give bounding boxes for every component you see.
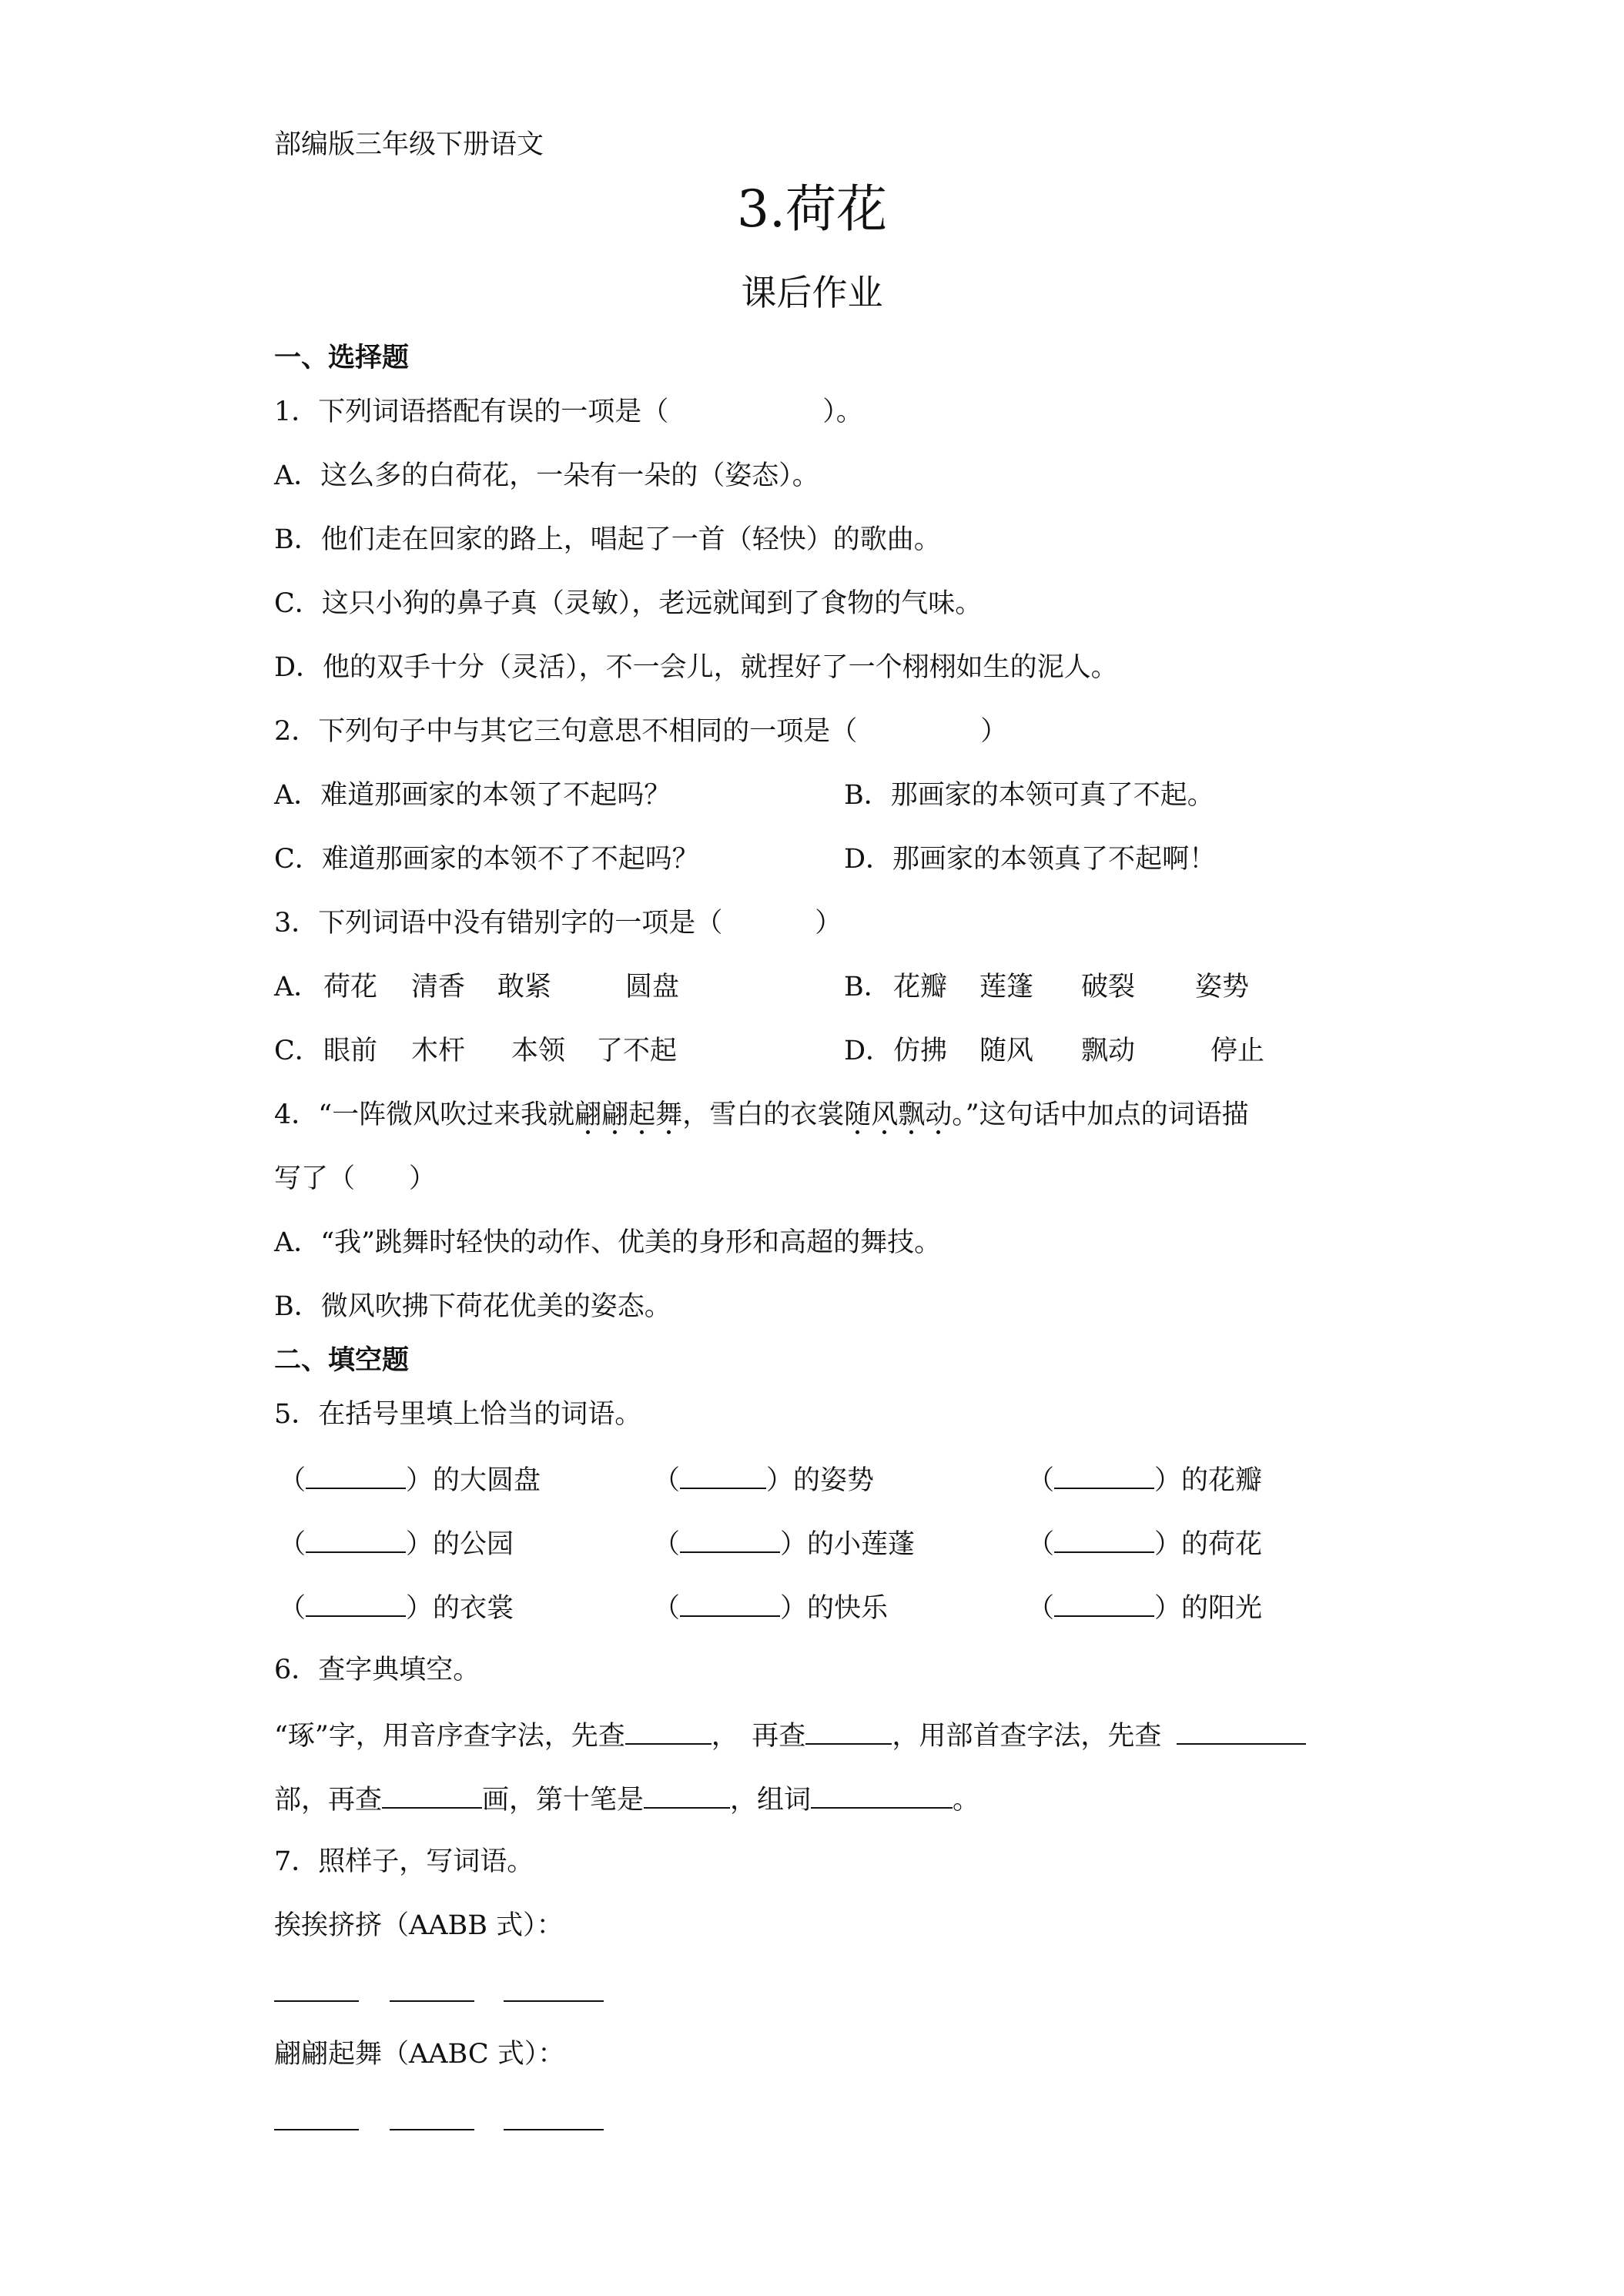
q6-blank-strokes[interactable] [382, 1781, 482, 1809]
q3-a-word: 圆盘 [625, 972, 680, 1002]
q7-aabb-answer-2[interactable] [390, 2000, 474, 2002]
q5-phrase: 的快乐 [807, 1593, 889, 1624]
q3-b-word: 花瓣 [893, 972, 948, 1002]
question-7-stem: 7．照样子，写词语。 [274, 1846, 534, 1877]
q2-option-a: A．难道那画家的本领了不起吗？ [274, 780, 671, 811]
q5-cell [653, 1525, 915, 1561]
q2-stem-end: ） [980, 716, 1008, 747]
q4-stem-c: 。”这句话中加点的词语描 [952, 1099, 1249, 1130]
q3-a-word: 清香 [411, 972, 466, 1002]
open-paren: （ [279, 1529, 306, 1560]
emphasis-dots [574, 1130, 682, 1136]
close-paren: ） [406, 1593, 434, 1624]
q3-option-a-label: A． [274, 972, 321, 1002]
q5-phrase: 的衣裳 [433, 1593, 514, 1624]
close-paren: ） [780, 1529, 808, 1560]
q5-blank[interactable] [680, 1589, 780, 1617]
q2-option-d: D．那画家的本领真了不起啊！ [844, 844, 1217, 875]
q5-cell [653, 1461, 874, 1498]
q6-line-1 [274, 1717, 1306, 1753]
q5-cell [279, 1461, 541, 1498]
q2-option-c: C．难道那画家的本领不了不起吗？ [274, 844, 699, 875]
q6-blank-initial[interactable] [625, 1717, 712, 1745]
open-paren: （ [279, 1465, 306, 1496]
q5-cell [279, 1589, 514, 1625]
q1-option-a: A．这么多的白荷花，一朵有一朵的（姿态）。 [274, 460, 819, 491]
q6-text: ，用部首查字法，先查 [892, 1721, 1162, 1752]
question-5-stem: 5．在括号里填上恰当的词语。 [274, 1399, 642, 1430]
q5-cell [1027, 1461, 1262, 1498]
page-title: 3.荷花 [737, 179, 887, 239]
q3-a-word: 荷花 [323, 972, 378, 1002]
open-paren: （ [653, 1593, 681, 1624]
q7-example-aabc: 翩翩起舞（AABC 式）： [274, 2039, 565, 2070]
q1-option-b: B．他们走在回家的路上，唱起了一首（轻快）的歌曲。 [274, 524, 941, 555]
open-paren: （ [653, 1529, 681, 1560]
close-paren: ） [1154, 1465, 1182, 1496]
close-paren: ） [1154, 1593, 1182, 1624]
q5-phrase: 的小莲蓬 [807, 1529, 916, 1560]
q2-option-b: B．那画家的本领可真了不起。 [844, 780, 1214, 811]
series-label: 部编版三年级下册语文 [274, 129, 544, 160]
q6-text: 部，再查 [274, 1785, 383, 1816]
q7-aabb-answer-3[interactable] [504, 2000, 604, 2002]
q6-blank-radical[interactable] [1177, 1717, 1306, 1745]
section-heading-fill: 二、填空题 [274, 1344, 410, 1376]
q3-b-word: 姿势 [1195, 972, 1250, 1002]
q6-text: 画，第十笔是 [482, 1785, 645, 1816]
q4-stem-a: 4．“一阵微风吹过来我就 [274, 1099, 575, 1130]
q3-c-word: 本领 [511, 1036, 566, 1066]
section-heading-choice: 一、选择题 [274, 342, 410, 373]
q7-aabc-answer-1[interactable] [274, 2129, 359, 2130]
q5-blank[interactable] [306, 1589, 406, 1617]
open-paren: （ [1027, 1529, 1055, 1560]
q4-stem-line-2: 写了（ ） [274, 1163, 437, 1194]
q3-option-c-label: C． [274, 1036, 322, 1066]
question-1-stem [274, 395, 863, 429]
q3-stem-text: 3．下列词语中没有错别字的一项是（ [274, 908, 723, 939]
q5-cell [653, 1589, 888, 1625]
q5-phrase: 的姿势 [793, 1465, 875, 1496]
q6-line-2 [274, 1781, 979, 1817]
q6-blank-word[interactable] [811, 1781, 953, 1809]
q3-b-word: 破裂 [1081, 972, 1136, 1002]
q7-aabc-answer-2[interactable] [390, 2129, 474, 2130]
q3-option-b-label: B． [844, 972, 891, 1002]
q3-c-word: 木杆 [411, 1036, 466, 1066]
q1-option-c: C．这只小狗的鼻子真（灵敏），老远就闻到了食物的气味。 [274, 588, 983, 619]
q7-aabb-answer-1[interactable] [274, 2000, 359, 2002]
open-paren: （ [653, 1465, 681, 1496]
close-paren: ） [406, 1529, 434, 1560]
q5-phrase: 的公园 [433, 1529, 514, 1560]
q5-cell [1027, 1525, 1262, 1561]
q6-text: ，组词 [730, 1785, 812, 1816]
q1-option-d: D．他的双手十分（灵活），不一会儿，就捏好了一个栩栩如生的泥人。 [274, 652, 1118, 683]
open-paren: （ [1027, 1465, 1055, 1496]
q2-stem-text: 2．下列句子中与其它三句意思不相同的一项是（ [274, 716, 858, 747]
q5-phrase: 的花瓣 [1181, 1465, 1263, 1496]
q5-blank[interactable] [680, 1461, 766, 1489]
q3-c-word: 眼前 [323, 1036, 378, 1066]
q6-blank-syllable[interactable] [805, 1717, 892, 1745]
q6-blank-tenth-stroke[interactable] [644, 1781, 730, 1809]
open-paren: （ [1027, 1593, 1055, 1624]
open-paren: （ [279, 1593, 306, 1624]
q3-option-d-label: D． [844, 1036, 893, 1066]
q7-example-aabb: 挨挨挤挤（AABB 式）： [274, 1910, 564, 1941]
q1-stem-text: 1．下列词语搭配有误的一项是（ [274, 397, 669, 427]
q4-option-a: A．“我”跳舞时轻快的动作、优美的身形和高超的舞技。 [274, 1227, 942, 1258]
q4-dotted-phrase-1 [574, 1099, 682, 1130]
q4-dot2-text: 随风飘动 [844, 1099, 953, 1130]
page-subtitle: 课后作业 [741, 272, 883, 313]
question-4-stem [274, 1098, 1249, 1132]
q6-text: ， 再查 [711, 1721, 806, 1752]
q5-cell [279, 1525, 514, 1561]
q3-stem-end: ） [815, 908, 842, 939]
q3-d-word: 停止 [1210, 1036, 1265, 1066]
q6-text: 。 [953, 1785, 980, 1816]
close-paren: ） [1154, 1529, 1182, 1560]
q5-blank[interactable] [1054, 1461, 1154, 1489]
q4-stem-b: ，雪白的衣裳 [682, 1099, 845, 1130]
q7-aabc-answer-3[interactable] [504, 2129, 604, 2130]
q5-blank[interactable] [1054, 1589, 1154, 1617]
question-6-stem: 6．查字典填空。 [274, 1655, 481, 1685]
close-paren: ） [780, 1593, 808, 1624]
q5-phrase: 的阳光 [1181, 1593, 1263, 1624]
q3-b-word: 莲篷 [979, 972, 1034, 1002]
question-2-stem [274, 715, 1007, 748]
q5-blank[interactable] [306, 1461, 406, 1489]
close-paren: ） [406, 1465, 434, 1496]
q5-blank[interactable] [306, 1525, 406, 1553]
q3-c-word: 了不起 [596, 1036, 678, 1066]
q5-blank[interactable] [680, 1525, 780, 1553]
emphasis-dots [844, 1130, 952, 1136]
q5-phrase: 的大圆盘 [433, 1465, 541, 1496]
q5-cell [1027, 1589, 1262, 1625]
q6-text: “琢”字，用音序查字法，先查 [274, 1721, 625, 1752]
q5-phrase: 的荷花 [1181, 1529, 1263, 1560]
q1-stem-end: ）。 [822, 397, 863, 427]
close-paren: ） [766, 1465, 794, 1496]
q3-d-word: 随风 [979, 1036, 1034, 1066]
question-3-stem [274, 906, 842, 940]
q5-blank[interactable] [1054, 1525, 1154, 1553]
q3-a-word: 敢紧 [497, 972, 552, 1002]
q4-dotted-phrase-2 [844, 1099, 952, 1130]
q4-dot1-text: 翩翩起舞 [574, 1099, 683, 1130]
q4-option-b: B．微风吹拂下荷花优美的姿态。 [274, 1291, 671, 1322]
q3-d-word: 飘动 [1081, 1036, 1136, 1066]
q3-d-word: 仿拂 [893, 1036, 948, 1066]
